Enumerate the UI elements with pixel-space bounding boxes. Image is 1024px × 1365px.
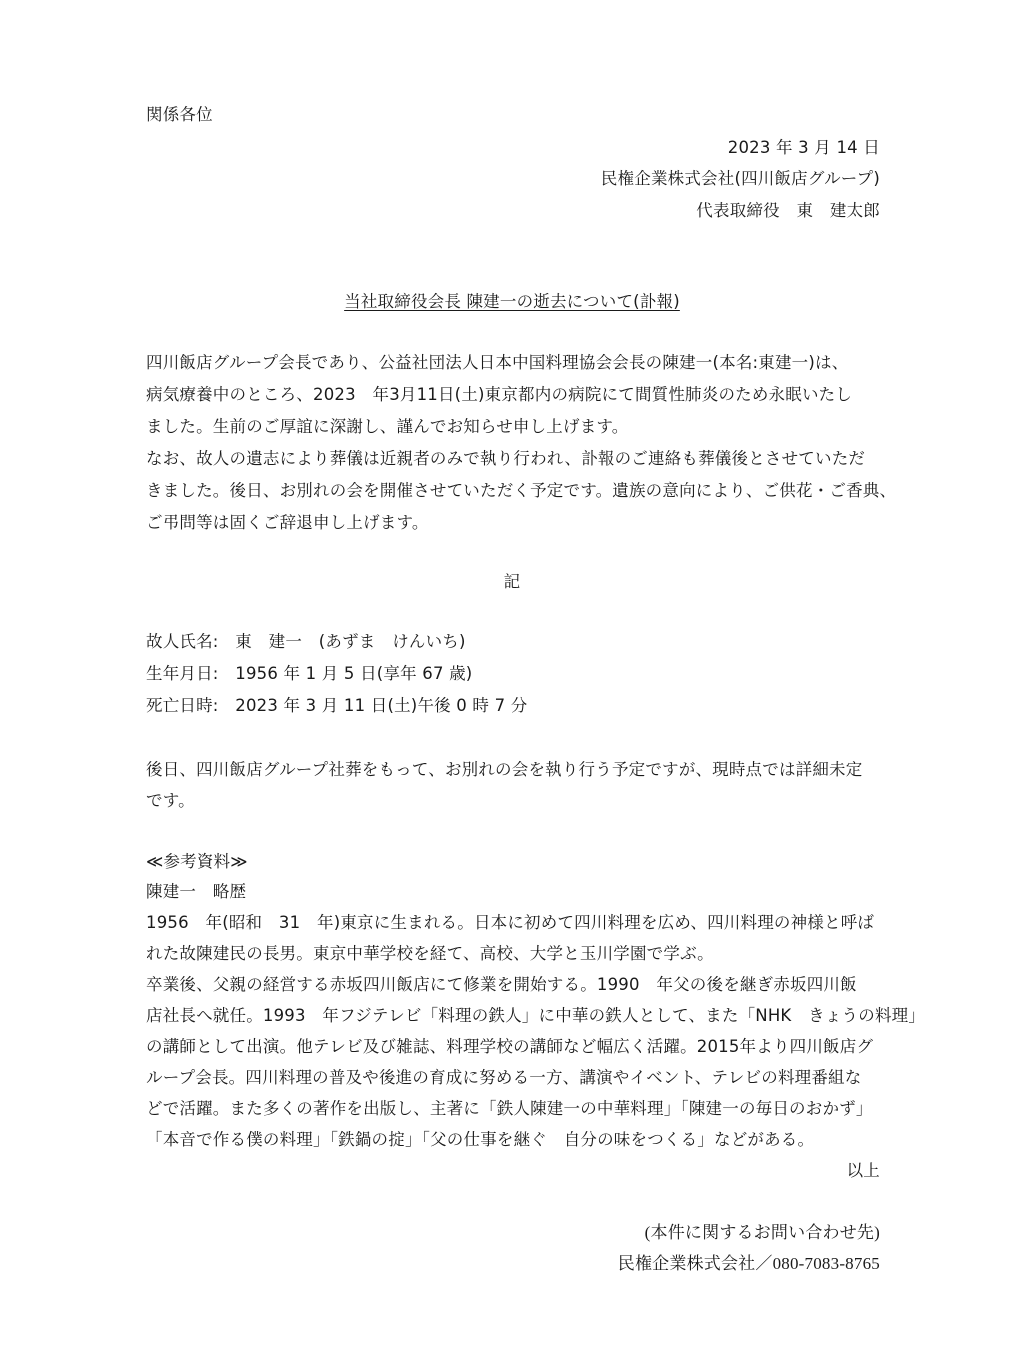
birth-date: 生年月日: 1956 年 1 月 5 日(享年 67 歳) [146,664,473,683]
document-title: 当社取締役会長 陳建一の逝去について(訃報) [344,292,680,311]
body-line: 病気療養中のところ、2023 年3月11日(土)東京都内の病院にて間質性肺炎のため永眠いたし [146,385,853,404]
document-date: 2023 年 3 月 14 日 [727,138,880,157]
body-line: なお、故人の遺志により葬儀は近親者のみで執り行われ、訃報のご連絡も葬儀後とさせていただ [146,449,866,468]
death-datetime: 死亡日時: 2023 年 3 月 11 日(土)午後 0 時 7 分 [146,696,528,715]
biography-line: 卒業後、父親の経営する赤坂四川飯店にて修業を開始する。1990 年父の後を継ぎ赤坂四川飯 [146,975,857,994]
contact-label: (本件に関するお問い合わせ先) [644,1223,880,1242]
biography-line: 「本音で作る僕の料理」「鉄鍋の掟」「父の仕事を継ぐ 自分の味をつくる」などがある。 [146,1130,815,1149]
reference-heading: ≪参考資料≫ [146,852,248,871]
body-line: 四川飯店グループ会長であり、公益社団法人日本中国料理協会会長の陳建一(本名:東建一)は、 [146,353,849,372]
representative-name: 代表取締役 東 建太郎 [696,201,880,220]
closing-mark: 以上 [846,1161,880,1180]
deceased-name: 故人氏名: 東 建一 (あずま けんいち) [146,632,466,651]
biography-line: れた故陳建民の長男。東京中華学校を経て、高校、大学と玉川学園で学ぶ。 [146,944,714,963]
biography-line: 店社長へ就任。1993 年フジテレビ「料理の鉄人」に中華の鉄人として、また「NHK きょうの料理」 [146,1006,926,1025]
addressee: 関係各位 [146,105,213,124]
biography-line: の講師として出演。他テレビ及び雑誌、料理学校の講師など幅広く活躍。2015年より四川飯店グ [146,1037,874,1056]
biography-line: ループ会長。四川料理の普及や後進の育成に努める一方、講演やイベント、テレビの料理番組な [146,1068,862,1087]
body-line: きました。後日、お別れの会を開催させていただく予定です。遺族の意向により、ご供花・ご香典、 [146,481,897,500]
company-name: 民権企業株式会社(四川飯店グループ) [600,169,880,188]
ki-heading: 記 [503,572,521,591]
contact-info: 民権企業株式会社／080-7083-8765 [617,1254,880,1273]
memorial-line: 後日、四川飯店グループ社葬をもって、お別れの会を執り行う予定ですが、現時点では詳細未定 [146,760,863,779]
body-line: ご弔問等は固くご辞退申し上げます。 [146,513,429,532]
biography-line: どで活躍。また多くの著作を出版し、主著に「鉄人陳建一の中華料理」「陳建一の毎日のおかず」 [146,1099,873,1118]
reference-subheading: 陳建一 略歴 [146,882,247,901]
biography-line: 1956 年(昭和 31 年)東京に生まれる。日本に初めて四川料理を広め、四川料理の神様と呼ば [146,913,875,932]
body-line: ました。生前のご厚誼に深謝し、謹んでお知らせ申し上げます。 [146,417,629,436]
memorial-line: です。 [146,791,195,810]
